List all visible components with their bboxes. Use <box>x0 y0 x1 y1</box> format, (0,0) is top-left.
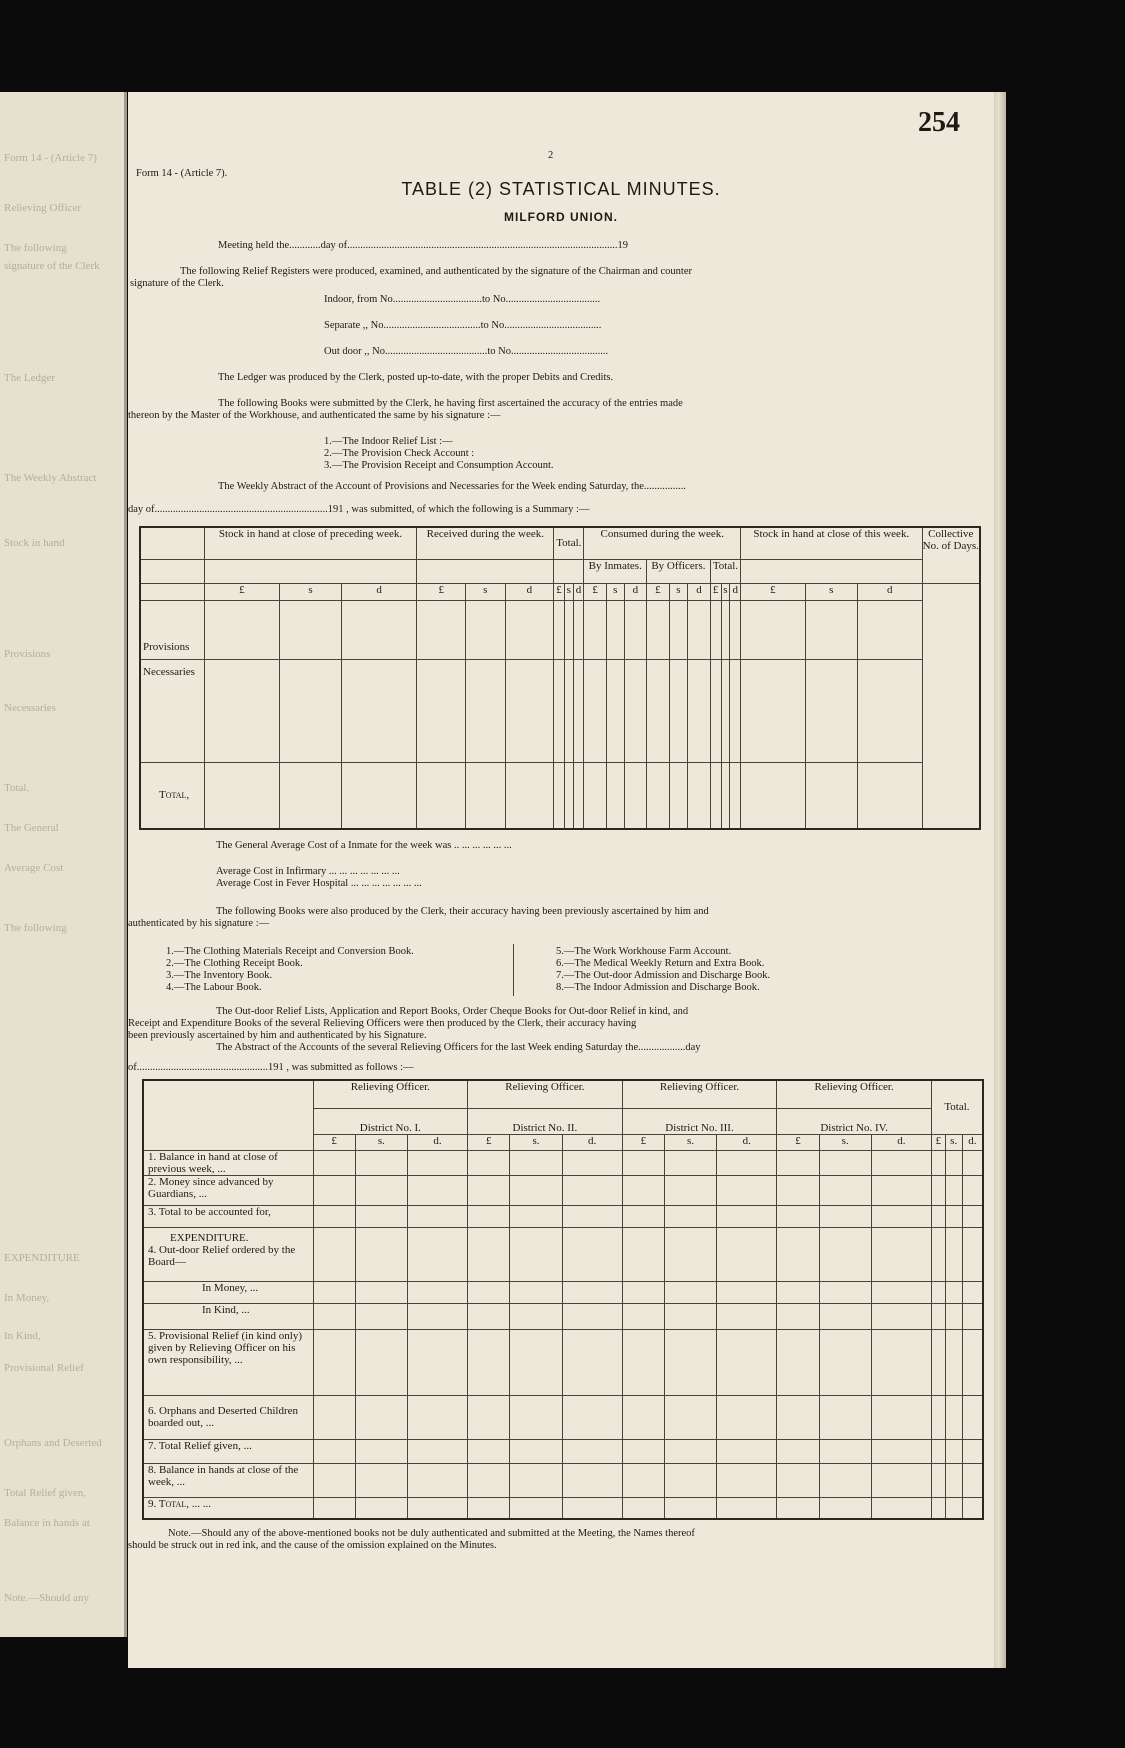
ghost-text: Total Relief given, <box>4 1487 87 1499</box>
books-paragraph: thereon by the Master of the Workhouse, and authenticated the same by his signature :— <box>128 410 501 421</box>
currency-label: s. <box>819 1134 871 1150</box>
ghost-text: Total, <box>4 782 30 794</box>
ghost-text: Provisions <box>4 648 51 660</box>
average-cost-general: The General Average Cost of a Inmate for the week was .. ... ... ... ... ... <box>216 840 512 851</box>
officer-label: Relieving Officer. <box>313 1080 468 1108</box>
outdoor-paragraph: The Out-door Relief Lists, Application and Report Books, Order Cheque Books for Out-door Relief in kind, and <box>216 1006 689 1017</box>
relief-registers-text: signature of the Clerk. <box>130 278 224 289</box>
ghost-text: The Ledger <box>4 372 55 384</box>
master-book: 1.—The Indoor Relief List :— <box>324 436 453 447</box>
currency-label: s <box>564 583 573 600</box>
currency-label: d. <box>871 1134 931 1150</box>
ghost-text: Average Cost <box>4 862 64 874</box>
currency-label: d. <box>962 1134 983 1150</box>
row-label: 4. Out-door Relief ordered by the Board— <box>148 1243 296 1268</box>
currency-label: £ <box>554 583 565 600</box>
ghost-text: Note.—Should any <box>4 1592 89 1604</box>
currency-label: d. <box>717 1134 777 1150</box>
currency-label: s <box>606 583 624 600</box>
average-cost-fever: Average Cost in Fever Hospital ... ... ... ... ... ... ... <box>216 878 422 889</box>
outdoor-paragraph: of..................................................191 , was submitted as follows :— <box>128 1062 414 1073</box>
header-by-inmates: By Inmates. <box>584 559 647 583</box>
outdoor-paragraph: Receipt and Expenditure Books of the several Relieving Officers were then produced by the Clerk, their accuracy having <box>128 1018 637 1029</box>
ghost-text: The Weekly Abstract <box>4 472 97 484</box>
header-consumed-total: Total. <box>710 559 740 583</box>
note-text: Note.—Should any of the above-mentioned books not be duly authenticated and submitted at the Meeting, the Names thereof <box>168 1528 695 1539</box>
register-outdoor: Out door ,, No.......................................to No..................................... <box>324 346 609 357</box>
clerk-book: 3.—The Inventory Book. <box>166 970 273 981</box>
row-label: 3. Total to be accounted for, <box>143 1205 313 1227</box>
sheet-number: 2 <box>548 150 554 161</box>
row-label: 8. Balance in hands at close of the week, ... <box>143 1463 313 1497</box>
note-text: should be struck out in red ink, and the cause of the omission explained on the Minutes. <box>128 1540 497 1551</box>
left-page-edge <box>0 92 127 1637</box>
ghost-text: Orphans and Deserted <box>4 1437 102 1449</box>
row-label: In Kind, ... <box>143 1303 313 1329</box>
row-label: 5. Provisional Relief (in kind only) given by Relieving Officer on his own responsibility, ... <box>143 1329 313 1395</box>
currency-label: £ <box>931 1134 945 1150</box>
register-indoor: Indoor, from No..................................to No.................................... <box>324 294 601 305</box>
outdoor-paragraph: been previously ascertained by him and authenticated by his Signature. <box>128 1030 427 1041</box>
document-page <box>128 92 994 1668</box>
row-label: 7. Total Relief given, ... <box>143 1439 313 1463</box>
ledger-line: The Ledger was produced by the Clerk, posted up-to-date, with the proper Debits and Credits. <box>218 372 614 383</box>
union-name: MILFORD UNION. <box>504 210 618 224</box>
header-by-officers: By Officers. <box>647 559 711 583</box>
officer-label: Relieving Officer. <box>777 1080 932 1108</box>
clerk-book: 8.—The Indoor Admission and Discharge Book. <box>556 982 760 993</box>
currency-label: d. <box>562 1134 622 1150</box>
ghost-text: EXPENDITURE <box>4 1252 80 1264</box>
currency-label: d <box>505 583 554 600</box>
currency-label: d <box>688 583 711 600</box>
currency-label: s <box>280 583 342 600</box>
currency-label: d <box>341 583 417 600</box>
currency-label: £ <box>204 583 280 600</box>
ghost-text: Form 14 - (Article 7) <box>4 152 97 164</box>
currency-label: £ <box>647 583 670 600</box>
district-label: District No. II. <box>468 1108 623 1134</box>
ghost-text: Necessaries <box>4 702 56 714</box>
ghost-text: Stock in hand <box>4 537 65 549</box>
ghost-text: Relieving Officer <box>4 202 82 214</box>
currency-label: s <box>466 583 505 600</box>
clerk-book: 6.—The Medical Weekly Return and Extra Book. <box>556 958 765 969</box>
row-label-provisions: Provisions <box>140 600 204 659</box>
officer-label: Relieving Officer. <box>622 1080 777 1108</box>
ghost-text: In Kind, <box>4 1330 41 1342</box>
ghost-text: The following <box>4 242 67 254</box>
header-stock-prev: Stock in hand at close of preceding week. <box>204 527 417 559</box>
currency-label: s <box>669 583 687 600</box>
ghost-text: Provisional Relief <box>4 1362 84 1374</box>
clerk-book: 5.—The Work Workhouse Farm Account. <box>556 946 732 957</box>
header-total: Total. <box>554 527 584 559</box>
ghost-text: The General <box>4 822 59 834</box>
clerk-book: 7.—The Out-door Admission and Discharge Book. <box>556 970 771 981</box>
meeting-line: Meeting held the............day of.......................................................................................................19 <box>218 240 629 251</box>
clerk-book: 1.—The Clothing Materials Receipt and Conversion Book. <box>166 946 414 957</box>
currency-label: s <box>721 583 730 600</box>
currency-label: d <box>857 583 922 600</box>
header-consumed: Consumed during the week. <box>584 527 741 559</box>
header-stock-close: Stock in hand at close of this week. <box>741 527 922 559</box>
currency-label: s. <box>355 1134 407 1150</box>
currency-label: £ <box>777 1134 819 1150</box>
divider <box>513 944 514 996</box>
average-cost-infirmary: Average Cost in Infirmary ... ... ... ... ... ... ... <box>216 866 400 877</box>
district-label: District No. III. <box>622 1108 777 1134</box>
register-separate: Separate ,, No.....................................to No..................................... <box>324 320 602 331</box>
officer-label: Relieving Officer. <box>468 1080 623 1108</box>
master-book: 2.—The Provision Check Account : <box>324 448 475 459</box>
currency-label: £ <box>417 583 466 600</box>
master-book: 3.—The Provision Receipt and Consumption Account. <box>324 460 554 471</box>
currency-label: s. <box>664 1134 716 1150</box>
weekly-abstract-text: day of..................................................................191 , was submitted, of which the following is a Summary :— <box>128 504 590 515</box>
clerk-book: 2.—The Clothing Receipt Book. <box>166 958 303 969</box>
currency-label: s. <box>510 1134 562 1150</box>
ghost-text: The following <box>4 922 67 934</box>
clerk-books-text: The following Books were also produced by the Clerk, their accuracy having been previously ascertained by him and <box>216 906 709 917</box>
header-received: Received during the week. <box>417 527 554 559</box>
currency-label: s. <box>945 1134 962 1150</box>
relieving-officers-table <box>142 1079 984 1520</box>
provisions-table <box>139 526 981 830</box>
books-paragraph: The following Books were submitted by the Clerk, he having first ascertained the accuracy of the entries made <box>218 398 683 409</box>
currency-label: £ <box>741 583 805 600</box>
currency-label: d <box>624 583 646 600</box>
ghost-text: signature of the Clerk <box>4 260 100 272</box>
row-label: 1. Balance in hand at close of previous week, ... <box>143 1150 313 1175</box>
clerk-books-text: authenticated by his signature :— <box>128 918 270 929</box>
clerk-book: 4.—The Labour Book. <box>166 982 262 993</box>
row-label-necessaries: Necessaries <box>140 660 204 762</box>
form-reference: Form 14 - (Article 7). <box>136 168 228 179</box>
district-label: District No. I. <box>313 1108 468 1134</box>
currency-label: d. <box>407 1134 467 1150</box>
row-label: 9. Total, ... ... <box>143 1497 313 1519</box>
ghost-text: Balance in hands at <box>4 1517 90 1529</box>
ghost-text: In Money, <box>4 1292 50 1304</box>
currency-label: £ <box>313 1134 355 1150</box>
district-label: District No. IV. <box>777 1108 932 1134</box>
outdoor-paragraph: The Abstract of the Accounts of the several Relieving Officers for the last Week ending Saturday the..................day <box>216 1042 701 1053</box>
currency-label: £ <box>622 1134 664 1150</box>
expenditure-label <box>143 1227 313 1281</box>
header-collective: Collective No. of Days. <box>922 527 980 583</box>
row-label-total: Total, <box>140 762 204 829</box>
currency-label: d <box>730 583 741 600</box>
weekly-abstract-text: The Weekly Abstract of the Account of Provisions and Necessaries for the Week ending Saturday, the................ <box>218 481 686 492</box>
currency-label: d <box>573 583 584 600</box>
row-label: 2. Money since advanced by Guardians, ... <box>143 1175 313 1205</box>
row-label: 6. Orphans and Deserted Children boarded out, ... <box>143 1395 313 1439</box>
relief-registers-text: The following Relief Registers were produced, examined, and authenticated by the signature of the Chairman and counter <box>180 266 692 277</box>
page-title: TABLE (2) STATISTICAL MINUTES. <box>401 179 721 199</box>
currency-label: £ <box>468 1134 510 1150</box>
currency-label: £ <box>710 583 721 600</box>
currency-label: £ <box>584 583 606 600</box>
currency-label: s <box>805 583 857 600</box>
page-number: 254 <box>918 107 960 138</box>
row-label: In Money, ... <box>143 1281 313 1303</box>
expenditure-heading: EXPENDITURE. <box>170 1231 249 1244</box>
total-label: Total. <box>931 1080 983 1134</box>
